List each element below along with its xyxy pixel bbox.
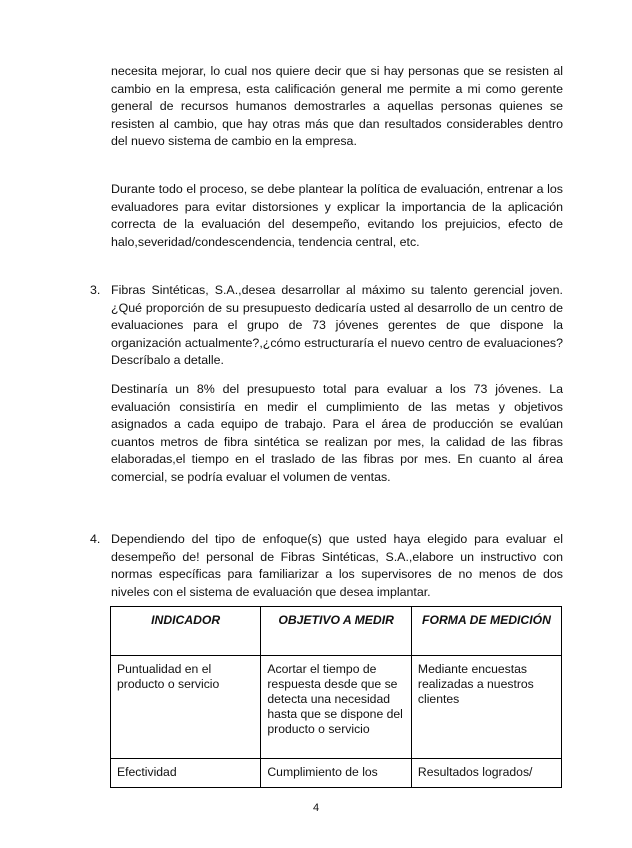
cell-indicador: Puntualidad en el producto o servicio <box>111 656 261 759</box>
evaluation-table <box>110 606 562 788</box>
header-indicador: INDICADOR <box>111 607 261 656</box>
question-3-number: 3. <box>90 283 101 297</box>
answer-3-text: Destinaría un 8% del presupuesto total para evaluar a los 73 jóvenes. La evaluación consistiría en medir el cumplimiento de las metas y objetivos asignados a cada equipo de trabajo. Para el área de producción se evalúan cuantos metros de fibra sintética se realizan por mes, la calidad de las fibras elaboradas,el tiempo en el traslado de las fibras por mes. En cuanto al área comercial, se podría evaluar el volumen de ventas. <box>111 382 563 484</box>
cell-indicador: Efectividad <box>111 759 261 788</box>
table-header-row <box>111 607 562 656</box>
question-4-text: Dependiendo del tipo de enfoque(s) que usted haya elegido para evaluar el desempeño de! personal de Fibras Sintéticas, S.A.,elabore un instructivo con normas específicas para familiarizar a los supervisores de no menos de dos niveles con el sistema de evaluación que desea implantar. <box>111 532 563 599</box>
cell-forma-medicion: Mediante encuestas realizadas a nuestros clientes <box>411 656 561 759</box>
cell-objetivo: Acortar el tiempo de respuesta desde que se detecta una necesidad hasta que se dispone del producto o servicio <box>261 656 412 759</box>
cell-forma-medicion: Resultados logrados/ <box>411 759 561 788</box>
question-3-text: Fibras Sintéticas, S.A.,desea desarrollar al máximo su talento gerencial joven. ¿Qué proporción de su presupuesto dedicaría usted al desarrollo de un centro de evaluaciones para el grupo de 73 jóvenes gerentes de que dispone la organización actualmente?,¿cómo estructuraría el nuevo centro de evaluaciones? Descríbalo a detalle. <box>111 283 563 368</box>
paragraph-evaluation-process: Durante todo el proceso, se debe plantear la política de evaluación, entrenar a los evaluadores para evitar distorsiones y explicar la importancia de la aplicación correcta de la evaluación del desempeño, evitando los prejuicios, efecto de halo,severidad/condescendencia, tendencia central, etc. <box>111 182 563 249</box>
page-number: 4 <box>312 802 320 814</box>
table-row <box>111 759 562 788</box>
cell-objetivo: Cumplimiento de los <box>261 759 412 788</box>
paragraph-resistance-to-change: necesita mejorar, lo cual nos quiere decir que si hay personas que se resisten al cambio en la empresa, esta calificación general me permite a mi como gerente general de recursos humanos demostrarles a aquellas personas quienes se resisten al cambio, que hay otras más que dan resultados considerables dentro del nuevo sistema de cambio en la empresa. <box>111 64 563 149</box>
table-row <box>111 656 562 759</box>
header-forma-medicion: FORMA DE MEDICIÓN <box>411 607 561 656</box>
question-4-number: 4. <box>90 532 101 546</box>
header-objetivo: OBJETIVO A MEDIR <box>261 607 412 656</box>
